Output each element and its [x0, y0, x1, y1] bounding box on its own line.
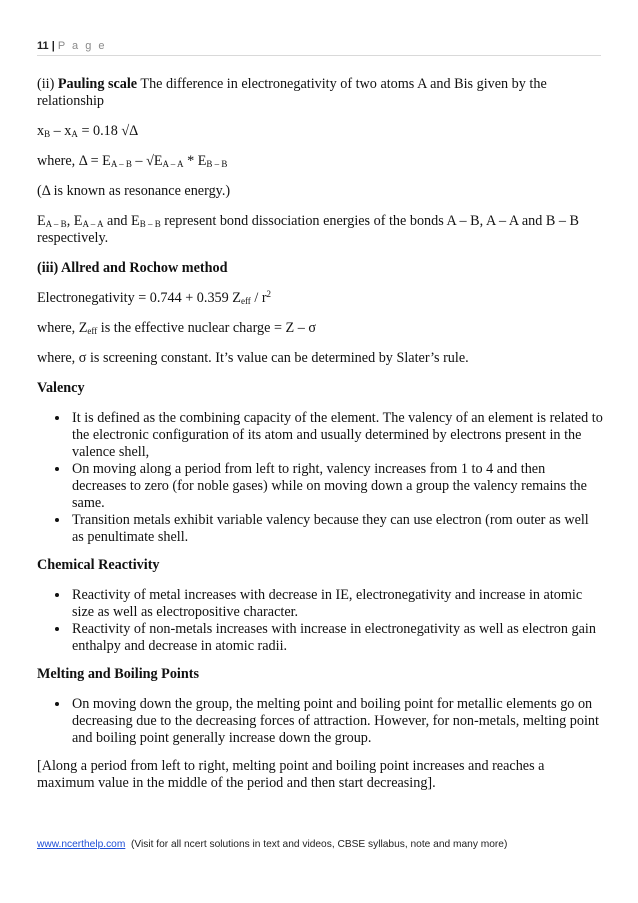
reactivity-title: Chemical Reactivity [37, 557, 160, 573]
page-label: P a g e [57, 40, 107, 52]
melting-title: Melting and Boiling Points [37, 666, 199, 682]
pauling-title: Pauling scale [57, 76, 138, 92]
page-header [37, 40, 107, 52]
pauling-intro: (ii) Pauling scale The difference in electronegativity of two atoms A and Bis given by the relationship [37, 76, 547, 109]
zeff-definition: where, $Z_{eff}$ is the effective nuclear charge = Z – σ [37, 320, 317, 336]
list-item: • Transition metals exhibit variable valency because they can use electron (rom outer as well as penultimate shell. [70, 512, 603, 546]
allred-title: (iii) Allred and Rochow method [37, 260, 228, 276]
delta-definition: where, $\Delta = E_{A - B} - √E_{A - A} * E_{B - B}$ [37, 153, 228, 169]
valency-list [37, 410, 603, 546]
website-link[interactable]: www.ncerthelp.com [37, 839, 126, 850]
pauling-equation: $x_B - x_A = 0.18$ √Δ [37, 123, 139, 139]
reactivity-list [37, 587, 603, 655]
page-footer [37, 839, 507, 850]
document-body [37, 76, 603, 805]
page-number: 11 [37, 40, 49, 52]
valency-title: Valency [37, 380, 85, 396]
list-item: • It is defined as the combining capacity of the element. The valency of an element is related to the electronic configuration of its atom and usually determined by electrons present in the valence shell, [70, 410, 603, 461]
list-item: • Reactivity of metal increases with decrease in IE, electronegativity and increase in atomic size as well as electropositive character. [70, 587, 603, 621]
header-rule [37, 55, 601, 56]
melting-list [37, 696, 603, 747]
footer-note: (Visit for all ncert solutions in text and videos, CBSE syllabus, note and many more) [125, 839, 508, 850]
sigma-definition: where, σ is screening constant. It’s value can be determined by Slater’s rule. [37, 350, 469, 366]
list-item: • Reactivity of non-metals increases with increase in electronegativity as well as electron gain enthalpy and decrease in atomic radii. [70, 621, 603, 655]
bond-energies: $E_{A - B}$, $E_{A - A}$ and $E_{B - B}$ represent bond dissociation energies of the bonds A – B, A – A and B – B respectively. [37, 213, 579, 246]
allred-equation: Electronegativity = 0.744 + 0.359 $Z_{eff} / r^2$ [37, 289, 272, 306]
resonance-note: (Δ is known as resonance energy.) [37, 183, 231, 199]
period-note: [Along a period from left to right, melting point and boiling point increases and reaches a maximum value in the middle of the period and then start decreasing]. [37, 758, 545, 791]
header-separator: | [51, 40, 55, 52]
list-item: • On moving along a period from left to right, valency increases from 1 to 4 and then decreases to zero (for noble gases) while on moving down a group the valency remains the same. [70, 461, 603, 512]
list-item: • On moving down the group, the melting point and boiling point for metallic elements go on decreasing due to the decreasing forces of attraction. However, for non-metals, melting point and boiling point generally increase down the group. [70, 696, 603, 747]
